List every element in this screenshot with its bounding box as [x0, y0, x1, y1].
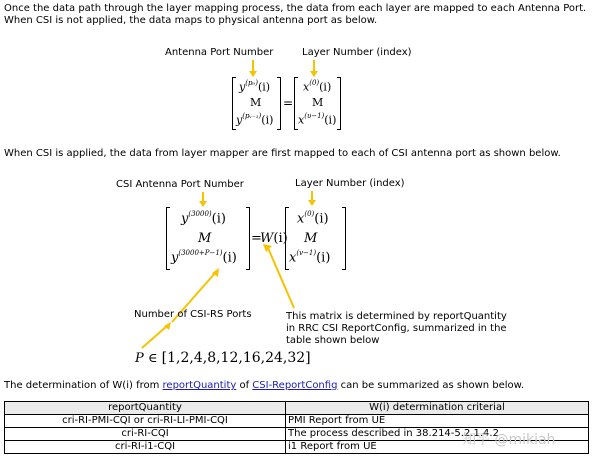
table-cell: cri-RI-CQI: [5, 428, 286, 441]
equals-1: =: [283, 96, 294, 110]
equals-2: =: [251, 231, 262, 246]
lhs2-mid: M: [198, 231, 212, 246]
layer-number-label-2: Layer Number (index): [295, 178, 405, 189]
matrix-note-line-1: This matrix is determined by reportQuantity: [286, 311, 507, 322]
lhs2-right-bracket: [246, 207, 250, 270]
summary-sentence: The determination of W(i) from reportQuantity of CSI-ReportConfig can be summarized as shown below.: [4, 380, 525, 391]
layer-number-label-1: Layer Number (index): [302, 47, 412, 58]
rhs2-right-bracket: [342, 207, 346, 270]
rhs2-bot: $x^{(v-1)}(i)$: [289, 249, 331, 266]
table-row: [5, 415, 589, 428]
col-header-wi-criterial: W(i) determination criterial: [286, 402, 589, 415]
csi-rs-ports-label: Number of CSI-RS Ports: [134, 309, 252, 320]
lhs2-bot: $y^{(3000+P-1)}(i)$: [171, 249, 237, 266]
ports-formula: P ∈ [1,2,4,8,12,16,24,32]: [135, 350, 311, 366]
lhs2-top: $y^{(3000)}(i)$: [181, 210, 226, 227]
col-header-report-quantity: reportQuantity: [5, 402, 286, 415]
table-cell: i1 Report from UE: [286, 441, 589, 454]
rhs2-top: $x^{(0)}(i)$: [297, 210, 329, 227]
rhs1-bot: $x^{(\upsilon-1)}(i)$: [298, 112, 337, 127]
watermark: 知乎 @mikiah: [462, 432, 556, 448]
rhs1-top: $x^{(0)}(i)$: [303, 79, 332, 94]
rhs1-mid: M: [312, 96, 324, 109]
csi-sentence: When CSI is applied, the data from layer mapper are first mapped to each of CSI antenna port as shown below.: [4, 148, 561, 159]
csi-antenna-port-number-label: CSI Antenna Port Number: [116, 179, 244, 190]
lhs2-left-bracket: [166, 207, 170, 270]
table-cell: cri-RI-i1-CQI: [5, 441, 286, 454]
lhs1-bot: $y^{(pᵥ_{-1})}(i)$: [236, 112, 274, 127]
table-cell: cri-RI-PMI-CQI or cri-RI-LI-PMI-CQI: [5, 415, 286, 428]
table-header-row: [5, 402, 589, 415]
intro-line-2: When CSI is not applied, the data maps to physical antenna port as below.: [4, 15, 378, 26]
matrix-note-line-2: in RRC CSI ReportConfig, summarized in the: [286, 323, 507, 334]
ports-set: [1,2,4,8,12,16,24,32]: [161, 350, 311, 366]
matrix-note-line-3: table shown below: [286, 335, 380, 346]
antenna-port-number-label: Antenna Port Number: [165, 47, 274, 58]
lhs1-mid: M: [250, 96, 262, 109]
report-quantity-link[interactable]: reportQuantity: [162, 380, 237, 391]
intro-line-1: Once the data path through the layer mapping process, the data from each layer are mapped to each Antenna Port.: [4, 3, 587, 14]
w-matrix: W(i): [260, 231, 288, 246]
lhs1-top: $y^{(p_0)}(i)$: [239, 79, 271, 94]
table-cell: PMI Report from UE: [286, 415, 589, 428]
rhs2-mid: M: [304, 231, 318, 246]
table-cell: The process described in 38.214-5.2.1.4.2: [286, 428, 589, 441]
csi-reportconfig-link[interactable]: CSI-ReportConfig: [252, 380, 338, 391]
